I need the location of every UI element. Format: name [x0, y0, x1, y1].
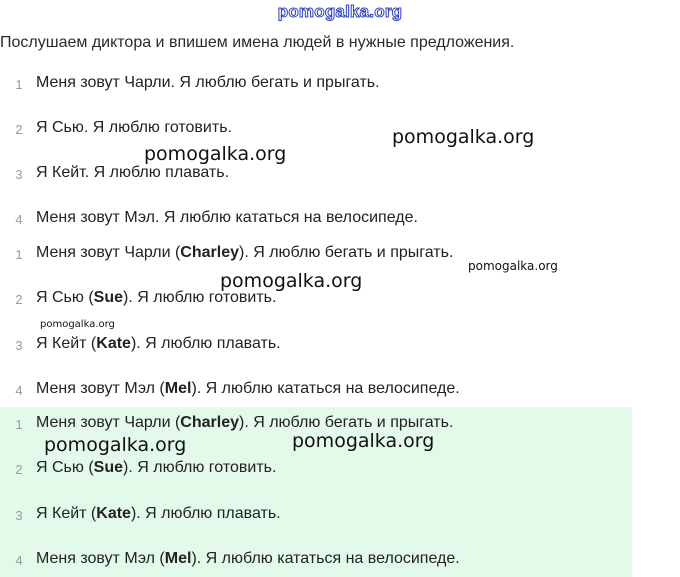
- sentence-number: 2: [15, 462, 23, 477]
- english-name: Kate: [96, 505, 131, 522]
- english-name: Charley: [180, 414, 239, 431]
- english-name: Charley: [180, 244, 239, 261]
- english-name: Kate: [96, 335, 131, 352]
- watermark: pomogalka.org: [220, 270, 363, 292]
- sentence-number: 4: [15, 553, 23, 568]
- sentence-number: 1: [15, 417, 23, 432]
- header-watermark: pomogalka.org: [277, 2, 403, 21]
- sentence-text: Меня зовут Мэл (Mel). Я люблю кататься на велосипеде.: [36, 380, 460, 397]
- watermark: pomogalka.org: [40, 319, 115, 330]
- english-name: Mel: [164, 550, 192, 567]
- sentence-text: Я Кейт. Я люблю плавать.: [36, 164, 230, 181]
- sentence-number: 3: [15, 508, 23, 523]
- watermark: pomogalka.org: [292, 430, 435, 452]
- sentence-number: 1: [15, 77, 23, 92]
- sentence-number: 3: [15, 167, 23, 182]
- sentence-text: Меня зовут Мэл. Я люблю кататься на велосипеде.: [36, 209, 418, 226]
- sentence-number: 4: [15, 212, 23, 227]
- sentence-number: 3: [15, 338, 23, 353]
- watermark: pomogalka.org: [44, 434, 187, 456]
- sentence-text: Я Кейт (Kate). Я люблю плавать.: [36, 505, 281, 522]
- sentence-text: Я Кейт (Kate). Я люблю плавать.: [36, 335, 281, 352]
- sentence-number: 2: [15, 122, 23, 137]
- sentence-text: Меня зовут Мэл (Mel). Я люблю кататься на велосипеде.: [36, 550, 460, 567]
- watermark: pomogalka.org: [392, 126, 535, 148]
- watermark: pomogalka.org: [144, 143, 287, 165]
- sentence-number: 2: [15, 292, 23, 307]
- sentence-text: Меня зовут Чарли. Я люблю бегать и прыгать.: [36, 74, 380, 91]
- sentence-text: Меня зовут Чарли (Charley). Я люблю бегать и прыгать.: [36, 244, 454, 261]
- watermark: pomogalka.org: [468, 259, 558, 273]
- sentence-text: Я Сью (Sue). Я люблю готовить.: [36, 289, 277, 306]
- sentence-text: Я Сью. Я люблю готовить.: [36, 119, 232, 136]
- exercise-instruction: Послушаем диктора и впишем имена людей в нужные предложения.: [0, 34, 515, 51]
- english-name: Sue: [93, 289, 124, 306]
- english-name: Sue: [93, 459, 124, 476]
- sentence-text: Я Сью (Sue). Я люблю готовить.: [36, 459, 277, 476]
- sentence-number: 1: [15, 247, 23, 262]
- sentence-number: 4: [15, 383, 23, 398]
- english-name: Mel: [164, 380, 192, 397]
- sentence-text: Меня зовут Чарли (Charley). Я люблю бегать и прыгать.: [36, 414, 454, 431]
